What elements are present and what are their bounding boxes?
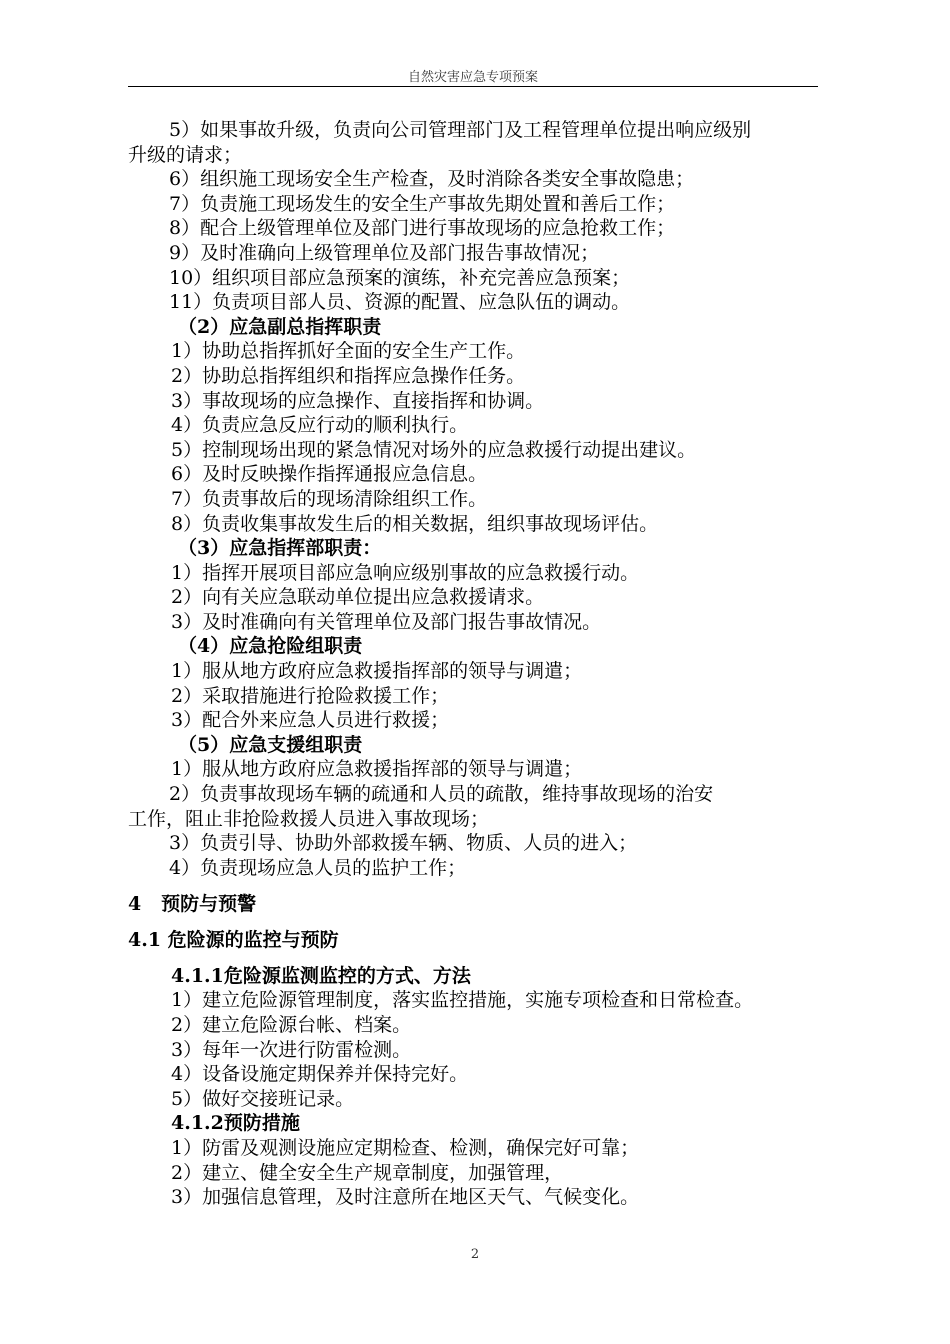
section-heading: 4 预防与预警 <box>128 893 257 916</box>
paragraph-line: 10）组织项目部应急预案的演练，补充完善应急预案； <box>169 266 631 289</box>
paragraph-line: 7）负责施工现场发生的安全生产事故先期处置和善后工作； <box>169 192 676 215</box>
paragraph-line: 5）如果事故升级，负责向公司管理部门及工程管理单位提出响应级别 <box>169 119 752 141</box>
paragraph-line: 2）建立、健全安全生产规章制度，加强管理， <box>171 1161 564 1184</box>
paragraph-line: 3）负责引导、协助外部救援车辆、物质、人员的进入； <box>169 832 638 855</box>
subheading: （4）应急抢险组职责 <box>178 635 363 658</box>
paragraph-line: 工作，阻止非抢险救援人员进入事故现场； <box>128 807 490 830</box>
subheading: （3）应急指挥部职责： <box>178 537 382 560</box>
paragraph-line: 3）每年一次进行防雷检测。 <box>171 1038 412 1061</box>
paragraph-line: 1）服从地方政府应急救援指挥部的领导与调遣； <box>171 758 583 781</box>
paragraph-line: 2）负责事故现场车辆的疏通和人员的疏散，维持事故现场的治安 <box>169 783 714 806</box>
paragraph-line: 2）向有关应急联动单位提出应急救援请求。 <box>171 586 545 609</box>
paragraph-line: 6）组织施工现场安全生产检查，及时消除各类安全事故隐患； <box>169 168 695 191</box>
section-heading: 4.1 危险源的监控与预防 <box>128 929 339 952</box>
page-number: 2 <box>470 1247 480 1262</box>
paragraph-line: 5）控制现场出现的紧急情况对场外的应急救援行动提出建议。 <box>171 438 697 461</box>
paragraph-line: 8）配合上级管理单位及部门进行事故现场的应急抢救工作； <box>169 217 676 240</box>
paragraph-line: 3）加强信息管理，及时注意所在地区天气、气候变化。 <box>171 1186 640 1209</box>
subsection-heading: 4.1.1危险源监测监控的方式、方法 <box>171 965 471 988</box>
paragraph-line: 1）服从地方政府应急救援指挥部的领导与调遣； <box>171 660 583 683</box>
paragraph-line: 9）及时准确向上级管理单位及部门报告事故情况； <box>169 241 600 264</box>
paragraph-line: 8）负责收集事故发生后的相关数据，组织事故现场评估。 <box>171 512 659 535</box>
paragraph-line: 5）做好交接班记录。 <box>171 1087 355 1110</box>
paragraph-line: 1）防雷及观测设施应定期检查、检测，确保完好可靠； <box>171 1136 640 1159</box>
paragraph-line: 3）及时准确向有关管理单位及部门报告事故情况。 <box>171 610 602 633</box>
paragraph-line: 2）协助总指挥组织和指挥应急操作任务。 <box>171 364 526 387</box>
paragraph-line: 3）事故现场的应急操作、直接指挥和协调。 <box>171 389 545 412</box>
paragraph-line: 4）负责现场应急人员的监护工作； <box>169 856 467 879</box>
paragraph-line: 1）协助总指挥抓好全面的安全生产工作。 <box>171 340 526 363</box>
paragraph-line: 升级的请求； <box>128 143 243 166</box>
paragraph-line: 1）建立危险源管理制度，落实监控措施，实施专项检查和日常检查。 <box>171 989 754 1012</box>
paragraph-line: 4）负责应急反应行动的顺利执行。 <box>171 414 469 437</box>
paragraph-line: 1）指挥开展项目部应急响应级别事故的应急救援行动。 <box>171 561 640 584</box>
paragraph-line: 3）配合外来应急人员进行救援； <box>171 709 450 732</box>
subsection-heading: 4.1.2预防措施 <box>171 1112 300 1135</box>
paragraph-line: 4）设备设施定期保养并保持完好。 <box>171 1063 469 1086</box>
paragraph-line: 2）建立危险源台帐、档案。 <box>171 1014 412 1036</box>
paragraph-line: 6）及时反映操作指挥通报应急信息。 <box>171 463 488 486</box>
subheading: （2）应急副总指挥职责 <box>178 315 382 338</box>
document-body <box>128 118 848 1210</box>
paragraph-line: 7）负责事故后的现场清除组织工作。 <box>171 487 488 510</box>
paragraph-line: 2）采取措施进行抢险救援工作； <box>171 684 450 707</box>
subheading: （5）应急支援组职责 <box>178 733 363 756</box>
page-header: 自然灾害应急专项预案 <box>407 70 538 85</box>
header-rule <box>128 86 818 87</box>
paragraph-line: 11）负责项目部人员、资源的配置、应急队伍的调动。 <box>169 291 631 314</box>
